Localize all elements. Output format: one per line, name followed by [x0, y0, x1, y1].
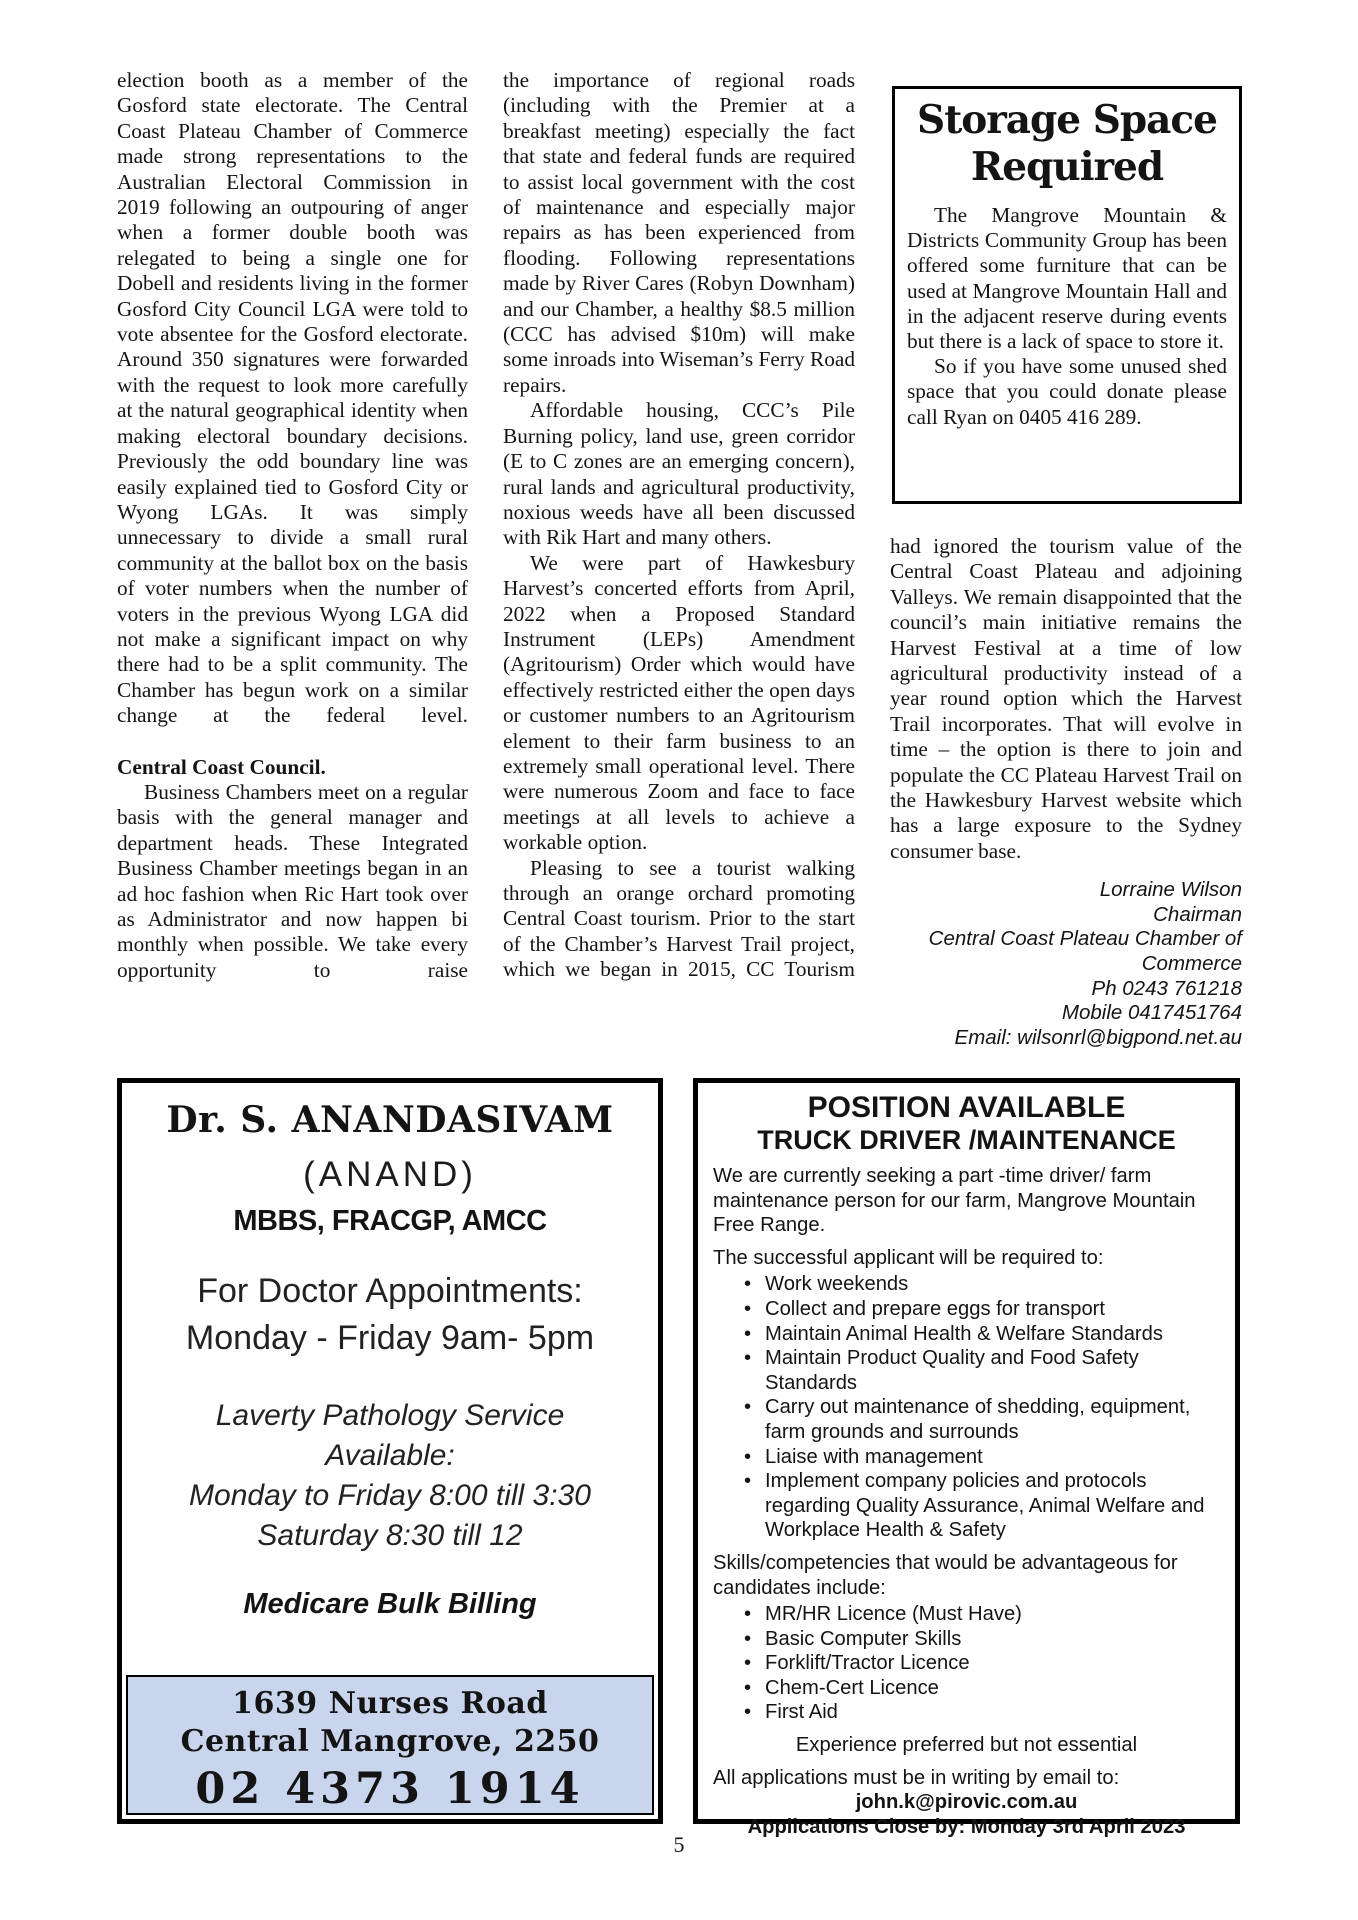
- requirements-list: [713, 1272, 1220, 1543]
- signature-org-line2: Commerce: [1141, 952, 1242, 976]
- article-paragraph: the importance of regional roads (including with the Premier at a breakfast meeting) especially the fact that state and federal funds are required to assist local government with the cost of maintenance and especially major repairs as has been experienced from flooding. Following representations made by River Cares (Robyn Downham) and our Chamber, a healthy $8.5 million (CCC has advised $10m) will make some inroads into Wiseman’s Ferry Road repairs.: [503, 68, 855, 397]
- list-item: • Carry out maintenance of shedding, equipment, farm grounds and surrounds: [765, 1395, 1220, 1444]
- signature-email: Email: wilsonrl@bigpond.net.au: [954, 1025, 1242, 1049]
- doctor-address-box: [126, 1675, 654, 1815]
- signature-block: [890, 878, 1242, 1050]
- doctor-name: Dr. S. ANANDASIVAM: [166, 1099, 614, 1141]
- storage-title-line2: Required: [970, 144, 1164, 190]
- list-item: • Maintain Animal Health & Welfare Standards: [765, 1322, 1220, 1347]
- signature-phone: Ph 0243 761218: [1091, 976, 1242, 1000]
- signature-name: Lorraine Wilson: [1099, 878, 1242, 902]
- doctor-ad: [117, 1078, 663, 1824]
- doctor-phone: 02 4373 1914: [195, 1764, 585, 1814]
- article-paragraph: election booth as a member of the Gosford state electorate. The Central Coast Plateau Chamber of Commerce made strong representations to the Australian Electoral Commission in 2019 following an outpouring of anger when a former double booth was relegated to being a single one for Dobell and residents living in the former Gosford City Council LGA were told to vote absentee for the Gosford electorate. Around 350 signatures were forwarded with the request to look more carefully at the natural geographical identity when making electoral boundary decisions. Previously the odd boundary line was easily explained tied to Gosford City or Wyong LGAs. It was simply unnecessary to divide a small rural community at the ballot box on the basis of voter numbers when the number of voters in the previous Wyong LGA did not make a significant impact on why there had to be a split community. The Chamber has begun work on a similar change at the federal level.: [117, 68, 468, 728]
- appointments-line1: For Doctor Appointments:: [197, 1272, 583, 1310]
- appointments-line2: Monday - Friday 9am- 5pm: [185, 1319, 595, 1357]
- application-email: john.k@pirovic.com.au: [855, 1791, 1078, 1814]
- doctor-address-line1: 1639 Nurses Road: [232, 1686, 548, 1721]
- signature-org-line1: Central Coast Plateau Chamber of: [928, 927, 1242, 951]
- article-paragraph: Affordable housing, CCC’s Pile Burning policy, land use, green corridor (E to C zones are an emerging concern), rural lands and agricultural productivity, noxious weeds have all been discussed with Rik Hart and many others.: [503, 398, 855, 550]
- position-title: POSITION AVAILABLE: [807, 1091, 1126, 1124]
- storage-title-line1: Storage Space: [917, 97, 1217, 143]
- list-item: • First Aid: [765, 1700, 1220, 1725]
- list-item: • Work weekends: [765, 1272, 1220, 1297]
- list-item: • Collect and prepare eggs for transport: [765, 1297, 1220, 1322]
- list-item: • Forklift/Tractor Licence: [765, 1651, 1220, 1676]
- position-subtitle: TRUCK DRIVER /MAINTENANCE: [757, 1125, 1176, 1155]
- pathology-line4: Saturday 8:30 till 12: [257, 1519, 523, 1552]
- doctor-address-line2: Central Mangrove, 2250: [180, 1724, 600, 1759]
- article-column-1: [117, 68, 468, 983]
- storage-notice-title: [907, 97, 1227, 191]
- experience-note: Experience preferred but not essential: [795, 1734, 1138, 1757]
- list-item: • Chem-Cert Licence: [765, 1676, 1220, 1701]
- position-ad: [693, 1078, 1240, 1838]
- article-column-3: [890, 534, 1242, 1050]
- skills-list: [713, 1602, 1220, 1725]
- signature-mobile: Mobile 0417451764: [1061, 1001, 1242, 1025]
- list-item: • Implement company policies and protocols regarding Quality Assurance, Animal Welfare and Workplace Health & Safety: [765, 1469, 1220, 1543]
- list-item: • Maintain Product Quality and Food Safety Standards: [765, 1346, 1220, 1395]
- requirements-heading: The successful applicant will be required to:: [713, 1246, 1104, 1269]
- page-number: 5: [673, 1832, 685, 1857]
- article-paragraph: had ignored the tourism value of the Central Coast Plateau and adjoining Valleys. We remain disappointed that the council’s main initiative remains the Harvest Festival at a time of low agricultural productivity instead of a year round option which the Harvest Trail incorporates. That will evolve in time – the option is there to join and populate the CC Plateau Harvest Trail on the Hawkesbury Harvest website which has a large exposure to the Sydney consumer base.: [890, 534, 1242, 863]
- list-item: • Basic Computer Skills: [765, 1627, 1220, 1652]
- pathology-service: [122, 1396, 658, 1556]
- article-paragraph: Business Chambers meet on a regular basis with the general manager and department heads. These Integrated Business Chamber meetings began in an ad hoc fashion when Ric Hart took over as Administrator and now happen bi monthly when possible. We take every opportunity to raise: [117, 779, 468, 982]
- pathology-line3: Monday to Friday 8:00 till 3:30: [189, 1479, 591, 1512]
- doctor-appointments: [122, 1268, 658, 1362]
- article-column-2: [503, 68, 855, 983]
- application-instruction: All applications must be in writing by email to:: [713, 1766, 1120, 1789]
- storage-notice-box: [892, 86, 1242, 504]
- list-item: • MR/HR Licence (Must Have): [765, 1602, 1220, 1627]
- medicare-billing: Medicare Bulk Billing: [243, 1588, 537, 1620]
- application-closing: Applications Close by: Monday 3rd April 2023: [747, 1815, 1186, 1838]
- list-item: • Liaise with management: [765, 1445, 1220, 1470]
- storage-paragraph: The Mangrove Mountain & Districts Community Group has been offered some furniture that can be used at Mangrove Mountain Hall and in the adjacent reserve during events but there is a lack of space to store it.: [907, 203, 1227, 354]
- article-paragraph: We were part of Hawkesbury Harvest’s concerted efforts from April, 2022 when a Proposed Standard Instrument (LEPs) Amendment (Agritourism) Order which would have effectively restricted either the open days or customer numbers to an Agritourism element to their farm business to an extremely small operational level. There were numerous Zoom and face to face meetings at all levels to achieve a workable option.: [503, 550, 855, 855]
- doctor-qualifications: MBBS, FRACGP, AMCC: [233, 1205, 547, 1237]
- signature-role: Chairman: [1153, 902, 1242, 926]
- pathology-line2: Available:: [325, 1439, 455, 1472]
- skills-heading: Skills/competencies that would be advantageous for candidates include:: [713, 1551, 1178, 1599]
- doctor-alias: (ANAND): [303, 1155, 477, 1194]
- position-intro: We are currently seeking a part -time driver/ farm maintenance person for our farm, Mangrove Mountain Free Range.: [713, 1165, 1196, 1237]
- pathology-line1: Laverty Pathology Service: [215, 1399, 565, 1432]
- article-paragraph: Pleasing to see a tourist walking through an orange orchard promoting Central Coast tourism. Prior to the start of the Chamber’s Harvest Trail project, which we began in 2015, CC Tourism: [503, 855, 855, 982]
- section-heading-central-coast-council: Central Coast Council.: [117, 754, 326, 779]
- storage-paragraph: So if you have some unused shed space that you could donate please call Ryan on 0405 416 289.: [907, 354, 1227, 429]
